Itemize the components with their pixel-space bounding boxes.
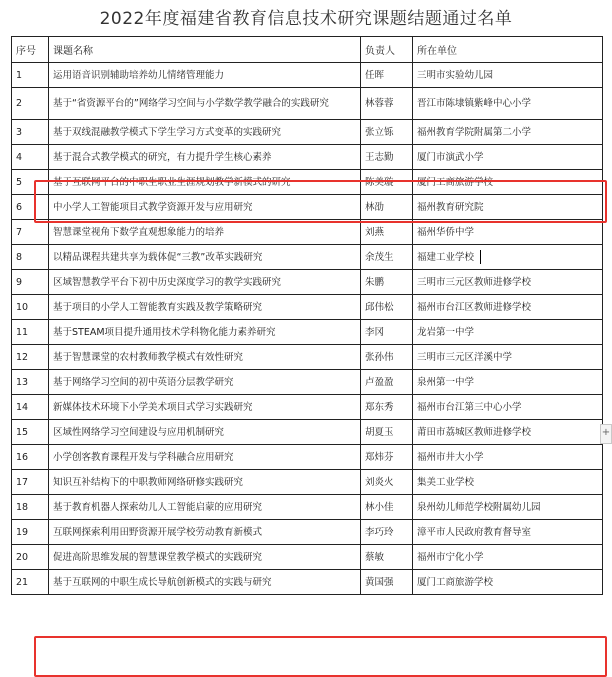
row-person: 林蓉蓉 [361,88,413,120]
row-unit: 莆田市荔城区教师进修学校 [413,420,603,445]
header-unit: 所在单位 [413,37,603,63]
row-title: 智慧课堂视角下数学直观想象能力的培养 [49,220,361,245]
row-person: 李冈 [361,320,413,345]
text-cursor [480,250,481,264]
row-title: 基于互联网平台的中职生职业生涯规划教学新模式的研究 [49,170,361,195]
header-person: 负责人 [361,37,413,63]
row-number: 21 [12,570,49,595]
row-unit: 福州市台江第三中心小学 [413,395,603,420]
row-number: 12 [12,345,49,370]
table-row [12,270,603,295]
row-person: 王志勤 [361,145,413,170]
row-person: 陈美璇 [361,170,413,195]
row-title: 互联网探索利用田野资源开展学校劳动教育新模式 [49,520,361,545]
table-row [12,88,603,120]
row-title: 中小学人工智能项目式教学资源开发与应用研究 [49,195,361,220]
row-number: 7 [12,220,49,245]
table-row [12,495,603,520]
row-number: 13 [12,370,49,395]
row-unit: 福州华侨中学 [413,220,603,245]
row-number: 4 [12,145,49,170]
table-row [12,145,603,170]
table-row [12,295,603,320]
table-row [12,445,603,470]
row-person: 胡夏玉 [361,420,413,445]
row-number: 8 [12,245,49,270]
row-person: 卢盈盈 [361,370,413,395]
row-person: 林小佳 [361,495,413,520]
row-title: 基于教育机器人探索幼儿人工智能启蒙的应用研究 [49,495,361,520]
table-row [12,63,603,88]
table-row [12,395,603,420]
row-title: 基于双线混融教学模式下学生学习方式变革的实践研究 [49,120,361,145]
row-unit: 厦门工商旅游学校 [413,170,603,195]
row-number: 20 [12,545,49,570]
table-row [12,570,603,595]
row-unit: 泉州幼儿师范学校附属幼儿园 [413,495,603,520]
row-number: 14 [12,395,49,420]
row-title: 基于智慧课堂的农村教师教学模式有效性研究 [49,345,361,370]
row-title: 基于STEAM项目提升通用技术学科物化能力素养研究 [49,320,361,345]
results-table [11,36,603,595]
row-title: 基于“省资源平台的”网络学习空间与小学数学教学融合的实践研究 [49,88,361,120]
table-row [12,520,603,545]
row-title: 小学创客教育课程开发与学科融合应用研究 [49,445,361,470]
row-unit: 三明市实验幼儿园 [413,63,603,88]
row-number: 2 [12,88,49,120]
row-person: 余茂生 [361,245,413,270]
row-title: 区域性网络学习空间建设与应用机制研究 [49,420,361,445]
row-title: 基于互联网的中职生成长导航创新模式的实践与研究 [49,570,361,595]
row-unit: 福州教育学院附属第二小学 [413,120,603,145]
row-number: 10 [12,295,49,320]
row-number: 1 [12,63,49,88]
row-number: 17 [12,470,49,495]
table-row [12,170,603,195]
row-number: 3 [12,120,49,145]
row-unit: 厦门工商旅游学校 [413,570,603,595]
row-unit: 福州教育研究院 [413,195,603,220]
table-row [12,195,603,220]
row-unit: 福州市宁化小学 [413,545,603,570]
row-person: 张孙伟 [361,345,413,370]
row-unit: 三明市三元区教师进修学校 [413,270,603,295]
row-title: 以精品课程共建共享为载体促“三教”改革实践研究 [49,245,361,270]
highlight-box-row-21 [34,636,607,677]
header-title: 课题名称 [49,37,361,63]
row-unit: 集美工业学校 [413,470,603,495]
table-row [12,420,603,445]
table-row [12,370,603,395]
document-title: 2022年度福建省教育信息技术研究课题结题通过名单 [99,9,513,29]
table-row [12,120,603,145]
row-unit: 晋江市陈埭镇紫峰中心小学 [413,88,603,120]
table-row [12,345,603,370]
row-number: 11 [12,320,49,345]
row-person: 刘燕 [361,220,413,245]
table-header-row [12,37,603,63]
row-person: 任晖 [361,63,413,88]
row-unit: 泉州第一中学 [413,370,603,395]
row-title: 知识互补结构下的中职教师网络研修实践研究 [49,470,361,495]
row-title: 基于网络学习空间的初中英语分层教学研究 [49,370,361,395]
row-person: 张立铄 [361,120,413,145]
row-number: 5 [12,170,49,195]
row-title: 基于项目的小学人工智能教育实践及教学策略研究 [49,295,361,320]
row-number: 9 [12,270,49,295]
expand-handle-icon[interactable]: + [600,424,612,444]
row-unit: 龙岩第一中学 [413,320,603,345]
row-number: 15 [12,420,49,445]
row-number: 19 [12,520,49,545]
row-person: 刘炎火 [361,470,413,495]
row-number: 16 [12,445,49,470]
header-number: 序号 [12,37,49,63]
row-unit: 福州市井大小学 [413,445,603,470]
table-row [12,545,603,570]
row-unit: 漳平市人民政府教育督导室 [413,520,603,545]
row-person: 蔡敏 [361,545,413,570]
row-title: 促进高阶思维发展的智慧课堂教学模式的实践研究 [49,545,361,570]
row-person: 郑东秀 [361,395,413,420]
table-row [12,245,603,270]
row-title: 基于混合式教学模式的研究，有力提升学生核心素养 [49,145,361,170]
row-number: 6 [12,195,49,220]
row-title: 运用语音识别辅助培养幼儿情绪管理能力 [49,63,361,88]
row-unit: 福州市台江区教师进修学校 [413,295,603,320]
row-unit: 福建工业学校 [413,245,603,270]
row-unit: 厦门市演武小学 [413,145,603,170]
row-person: 李巧玲 [361,520,413,545]
row-person: 邱伟松 [361,295,413,320]
row-title: 区域智慧教学平台下初中历史深度学习的教学实践研究 [49,270,361,295]
row-person: 黄国强 [361,570,413,595]
row-person: 郑炜芬 [361,445,413,470]
row-number: 18 [12,495,49,520]
table-row [12,470,603,495]
table-row [12,220,603,245]
row-person: 林劭 [361,195,413,220]
row-unit: 三明市三元区洋溪中学 [413,345,603,370]
row-person: 朱鹏 [361,270,413,295]
table-row [12,320,603,345]
row-title: 新媒体技术环境下小学美术项目式学习实践研究 [49,395,361,420]
